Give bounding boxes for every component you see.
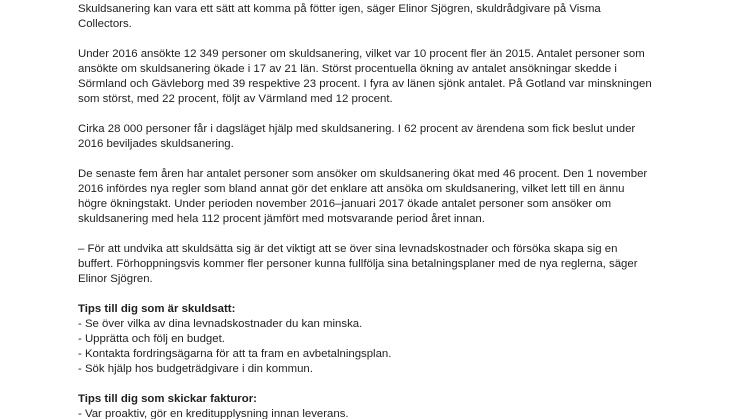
text-line: Cirka 28 000 personer får i dagsläget hjälp med skuldsanering. I 62 procent av ärendena som fick beslut under — [78, 123, 636, 135]
paragraph-intro-quote — [78, 2, 678, 32]
text-line: 2016 beviljades skuldsanering. — [78, 138, 234, 150]
text-line: Sörmland och Gävleborg med 39 respektive 23 procent. I fyra av länen sjönk antalet. På Gotland var minskningen — [78, 78, 652, 90]
text-line: – För att undvika att skuldsätta sig är det viktigt att se över sina levnadskostnader och försöka skapa sig en — [78, 243, 618, 255]
text-line: ansökte om skuldsanering ökade i 17 av 21 län. Störst procentuella ökning av antalet ansökningar skedde i — [78, 63, 617, 75]
list-item: - Sök hjälp hos budgeträdgivare i din kommun. — [78, 363, 313, 375]
text-line: 2016 infördes nya regler som bland annat gör det enklare att ansöka om skuldsanering, vilket lett till en ännu — [78, 183, 625, 195]
list-item: - Se över vilka av dina levnadskostnader du kan minska. — [78, 318, 363, 330]
text-line: högre ökningstakt. Under perioden november 2016–januari 2017 ökade antalet personer som ansöker om — [78, 198, 612, 210]
list-item: - Upprätta och följ en budget. — [78, 333, 225, 345]
tips-debtors-heading: Tips till dig som är skuldsatt: — [78, 303, 236, 315]
paragraph-five-year-trend — [78, 167, 678, 227]
text-line: Under 2016 ansökte 12 349 personer om skuldsanering, vilket var 10 procent fler än 2015. Antalet personer som — [78, 48, 645, 60]
document-body — [78, 2, 678, 419]
tips-debtors-section — [78, 302, 678, 377]
list-item: - Var proaktiv, gör en kreditupplysning innan leverans. — [78, 408, 349, 419]
text-line: Collectors. — [78, 18, 132, 30]
paragraph-current-help — [78, 122, 678, 152]
tips-invoicers-section — [78, 392, 678, 419]
text-line: De senaste fem åren har antalet personer som ansöker om skuldsanering ökat med 46 procent. Den 1 november — [78, 168, 648, 180]
paragraph-2016-statistics — [78, 47, 678, 107]
text-line: buffert. Förhoppningsvis kommer fler personer kunna fullfölja sina betalningsplaner med de nya reglerna, säger — [78, 258, 638, 270]
text-line: som störst, med 22 procent, följt av Värmland med 12 procent. — [78, 93, 393, 105]
text-line: skuldsanering med hela 112 procent jämfört med motsvarande period året innan. — [78, 213, 485, 225]
text-line: Skuldsanering kan vara ett sätt att komma på fötter igen, säger Elinor Sjögren, skuldrådgivare på Visma — [78, 3, 601, 15]
text-line: Elinor Sjögren. — [78, 273, 153, 285]
list-item: - Kontakta fordringsägarna för att ta fram en avbetalningsplan. — [78, 348, 392, 360]
tips-invoicers-heading: Tips till dig som skickar fakturor: — [78, 393, 257, 405]
paragraph-closing-quote — [78, 242, 678, 287]
